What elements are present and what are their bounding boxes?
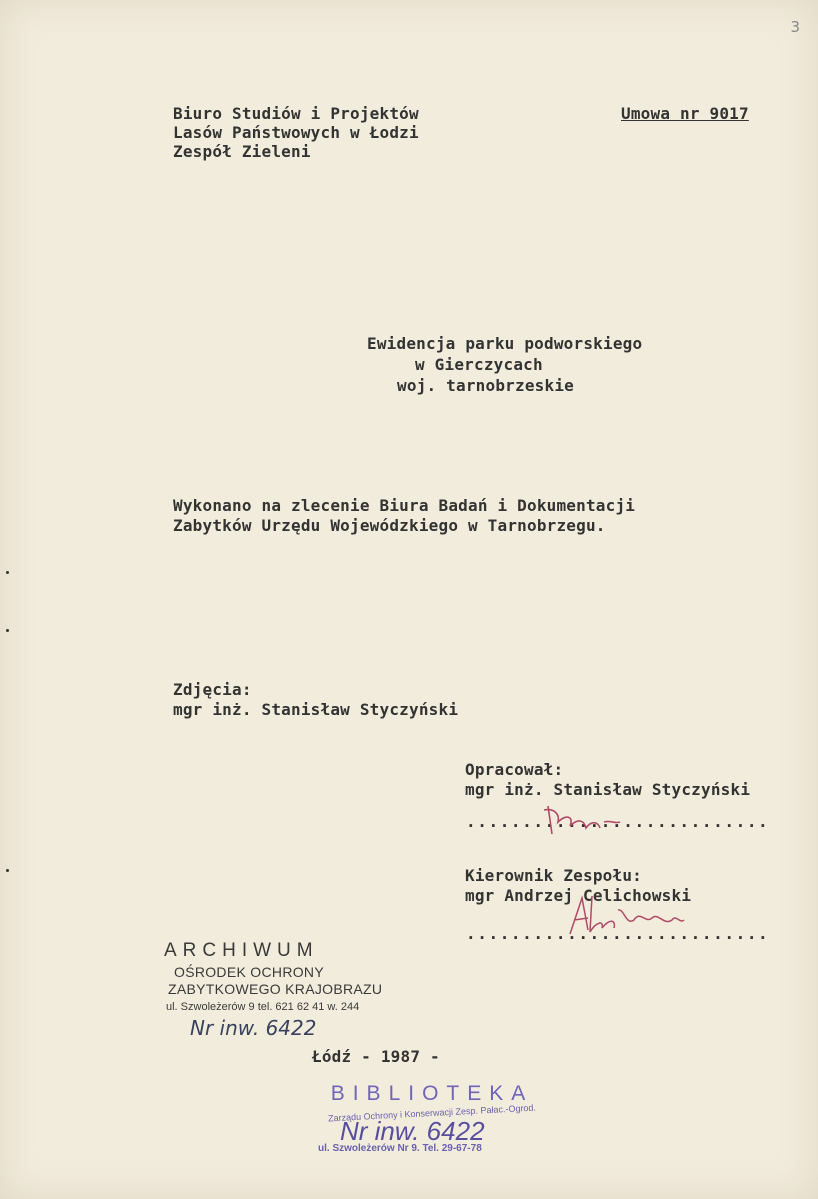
place-date: Łódź - 1987 -	[312, 1047, 440, 1066]
signature-styczynski	[540, 800, 630, 840]
archive-line: ZABYTKOWEGO KRAJOBRAZU	[168, 981, 383, 997]
photos-block	[173, 680, 458, 720]
document-title	[367, 334, 642, 397]
prepared-by-name: mgr inż. Stanisław Styczyński	[465, 780, 751, 799]
library-stamp	[312, 1082, 552, 1154]
prepared-by-label: Opracował:	[465, 760, 564, 779]
commission-text	[173, 496, 635, 536]
photos-label: Zdjęcia:	[173, 680, 252, 699]
title-line: woj. tarnobrzeskie	[397, 376, 574, 395]
margin-mark	[6, 629, 9, 632]
margin-mark	[6, 869, 9, 872]
signature-line: ...........................	[466, 812, 770, 831]
institution-line: Lasów Państwowych w Łodzi	[173, 123, 419, 142]
commission-line: Zabytków Urzędu Wojewódzkiego w Tarnobrzegu.	[173, 516, 606, 535]
archive-line: OŚRODEK OCHRONY	[174, 964, 324, 980]
signature-line: ...........................	[466, 924, 770, 943]
archive-title: ARCHIWUM	[164, 940, 319, 961]
inventory-number-handwritten: Nr inw. 6422	[190, 1016, 317, 1040]
institution-line: Zespół Zieleni	[173, 142, 311, 161]
prepared-by-block	[465, 760, 750, 800]
library-stamp-address: ul. Szwoleżerów Nr 9. Tel. 29-67-78	[318, 1143, 482, 1154]
team-lead-name: mgr Andrzej Celichowski	[465, 886, 692, 905]
archive-stamp	[160, 940, 382, 1013]
title-line: w Gierczycach	[415, 355, 543, 374]
contract-number: Umowa nr 9017	[621, 104, 749, 123]
signature-celichowski	[560, 890, 690, 940]
library-stamp-subtitle: Zarządu Ochrony i Konserwacji Zesp. Pałac.-Ogrod.	[327, 1102, 537, 1124]
title-line: Ewidencja parku podworskiego	[367, 334, 643, 353]
library-stamp-title: BIBLIOTEKA	[330, 1082, 534, 1105]
commission-line: Wykonano na zlecenie Biura Badań i Dokumentacji	[173, 496, 636, 515]
archive-address: ul. Szwoleżerów 9 tel. 621 62 41 w. 244	[166, 1001, 360, 1013]
margin-mark	[6, 571, 9, 574]
institution-line: Biuro Studiów i Projektów	[173, 104, 419, 123]
team-lead-label: Kierownik Zespołu:	[465, 866, 642, 885]
institution-block	[173, 104, 419, 161]
library-stamp-number: Nr inw. 6422	[340, 1116, 485, 1146]
page-number: 3	[790, 18, 800, 36]
photos-author: mgr inż. Stanisław Styczyński	[173, 700, 459, 719]
